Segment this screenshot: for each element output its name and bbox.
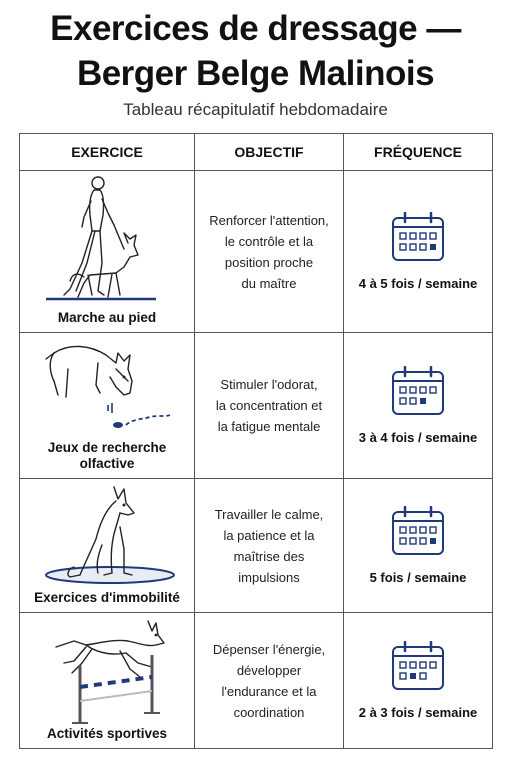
training-table [19,133,493,749]
objective-line: l'endurance et la [221,683,317,699]
frequency-cell [344,171,493,333]
objective-line: le contrôle et la [224,233,314,249]
frequency-cell [344,479,493,613]
objective-line: maîtrise des [233,548,305,564]
calendar-icon [391,641,445,691]
frequency-cell [344,613,493,749]
frequency-cell [344,333,493,479]
table-row [20,613,493,749]
objective-line: la patience et la [223,527,315,543]
objective-line: impulsions [238,569,300,585]
frequency-text: 3 à 4 fois / semaine [358,430,478,445]
objective-line: Travailler le calme, [214,506,324,522]
calendar-icon [391,506,445,556]
objective-line: Stimuler l'odorat, [220,377,318,392]
table-row [20,479,493,613]
exercise-label: Exercices d'immobilité [34,590,180,605]
frequency-text: 2 à 3 fois / semaine [358,705,478,720]
objective-line: Dépenser l'énergie, [212,641,326,657]
table-row [20,333,493,479]
objective-cell [195,613,344,749]
exercise-cell [20,479,195,613]
table-row [20,171,493,333]
subtitle: Tableau récapitulatif hebdomadaire [123,100,388,119]
objective-line: la fatigue mentale [217,419,321,434]
header-exercise: EXERCICE [20,134,195,171]
exercise-cell [20,333,195,479]
table-header-row [20,134,493,171]
header-objective: OBJECTIF [195,134,344,171]
objective-cell [195,333,344,479]
exercise-cell [20,171,195,333]
objective-line: coordination [233,704,305,720]
frequency-text: 4 à 5 fois / semaine [358,276,478,291]
title-line-1: Exercices de dressage — [50,9,461,48]
calendar-icon [391,366,445,416]
header-frequency: FRÉQUENCE [344,134,493,171]
objective-line: du maître [241,275,297,291]
exercise-label [20,440,194,472]
calendar-icon [391,212,445,262]
page-title [0,6,511,96]
title-line-2: Berger Belge Malinois [76,54,435,93]
exercise-cell [20,613,195,749]
exercise-label-line: olfactive [79,456,135,471]
objective-line: position proche [224,254,314,270]
exercise-label: Activités sportives [46,726,168,741]
man-walking-dog-icon [20,171,195,333]
objective-line: la concentration et [215,398,323,413]
objective-line: Renforcer l'attention, [209,212,329,228]
objective-cell [195,479,344,613]
objective-cell [195,171,344,333]
exercise-label-line: Jeux de recherche [47,440,167,455]
frequency-text: 5 fois / semaine [369,570,467,585]
objective-line: développer [236,662,302,678]
exercise-label: Marche au pied [57,310,157,325]
